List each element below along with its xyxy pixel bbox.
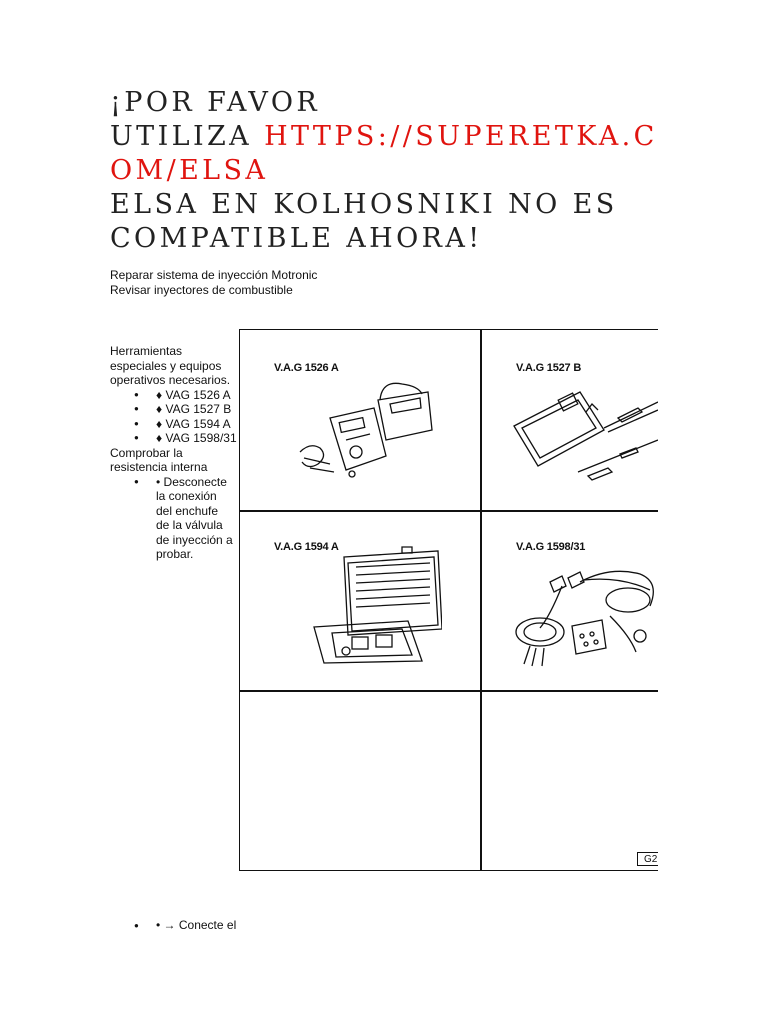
subheading-line-2: Revisar inyectores de combustible [110,283,293,297]
adapter-case-illustration [312,545,442,665]
step-line: del enchufe [156,503,219,518]
grid-divider-horizontal [239,510,659,512]
caption-vag-1527b: V.A.G 1527 B [516,362,582,374]
tool-item: ● ♦ VAG 1598/31 [110,431,240,446]
caption-vag-1526a: V.A.G 1526 A [274,362,339,374]
bottom-step [110,918,236,933]
step-line: de la válvula [156,518,223,532]
tool-item: ● ♦ VAG 1594 A [110,417,240,432]
step-line: ● • Desconecte [156,474,227,489]
grid-divider-horizontal [239,690,659,692]
banner-link-part-2[interactable]: OM/ELSA [110,155,269,186]
step-line: de inyección a [156,532,233,547]
tester-illustration [508,382,660,482]
banner-line-4: ELSA EN KOLHOSNIKI NO ES [110,189,618,220]
caption-vag-1594a: V.A.G 1594 A [274,541,339,553]
cable-set-illustration [510,556,660,668]
tool-item: ● ♦ VAG 1527 B [110,402,240,417]
figure-reference-box: G2 [637,852,667,866]
caption-vag-1598-31: V.A.G 1598/31 [516,541,586,553]
section-title: Comprobar la resistencia interna [110,445,208,474]
tool-item: ● ♦ VAG 1526 A [110,388,240,403]
reference-box-clip [658,840,768,880]
banner-line-5: COMPATIBLE AHORA! [110,223,483,254]
tools-intro: Herramientas especiales y equipos operativos necesarios. [110,344,231,387]
step-line: probar. [156,547,194,561]
step-line: la conexión [156,489,217,503]
step-list-2 [110,918,236,933]
step-item: ● • → Conecte el [110,918,236,933]
banner-link-part-1[interactable]: HTTPS://SUPERETKA.C [264,121,658,152]
banner-line-1: ¡POR FAVOR [110,87,321,118]
grid-divider-vertical [480,329,482,871]
banner-utiliza: UTILIZA [110,121,265,152]
subheading-line-1: Reparar sistema de inyección Motronic [110,268,318,282]
multimeter-illustration [290,378,440,488]
